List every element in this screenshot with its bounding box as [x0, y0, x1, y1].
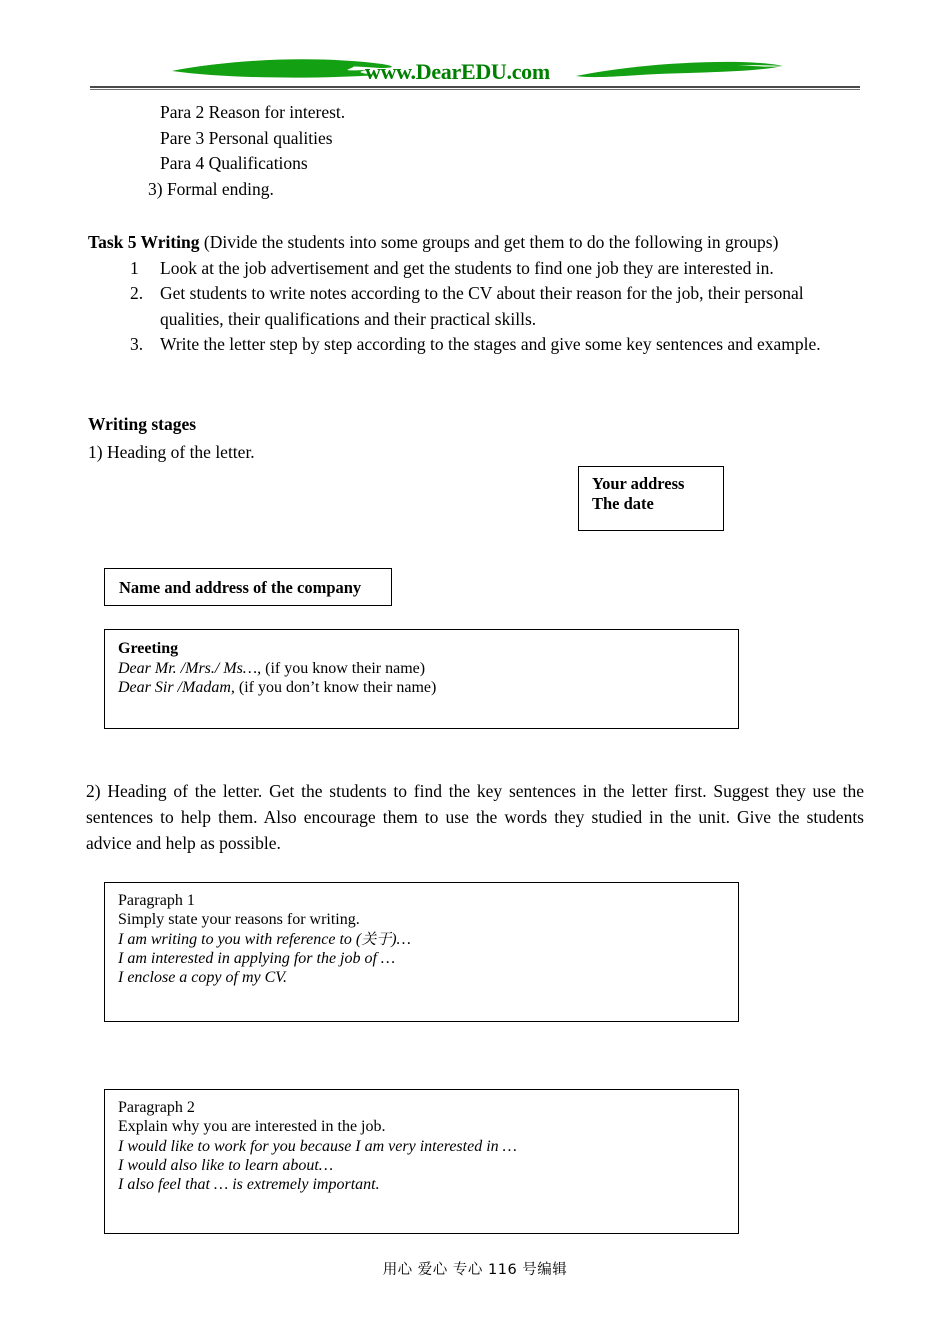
- company-address-box: [104, 568, 392, 606]
- paragraph-2-example-2: [118, 1156, 726, 1175]
- company-address-label: Name and address of the company: [119, 578, 362, 597]
- task5-list-item: [88, 332, 862, 358]
- outline-line: Para 4 Qualifications: [160, 153, 308, 173]
- task5-heading-bold: Task 5 Writing: [88, 232, 200, 252]
- page-header: [0, 0, 950, 92]
- task5-section: [88, 230, 862, 358]
- outline-line: Para 2 Reason for interest.: [160, 102, 346, 122]
- greeting-box: [104, 629, 739, 729]
- writing-stages-heading: Writing stages: [88, 414, 197, 434]
- writing-stage-1: 1) Heading of the letter.: [88, 442, 255, 462]
- greeting-option-1-note: (if you know their name): [261, 659, 426, 677]
- task5-item-marker: 3.: [130, 334, 144, 354]
- paragraph-2-example-1-text: I would like to work for you because I am very interested in …: [118, 1137, 517, 1155]
- outline-line: Pare 3 Personal qualities: [160, 127, 333, 148]
- greeting-option-1-italic: Dear Mr. /Mrs./ Ms…,: [118, 659, 262, 677]
- task5-item-marker: 2.: [130, 283, 144, 303]
- your-address-box: [578, 466, 724, 531]
- paragraph-1-example-1: [118, 930, 726, 949]
- paragraph-2-subtitle: Explain why you are interested in the job.: [118, 1118, 386, 1136]
- task5-list: [88, 256, 862, 358]
- task5-list-item: [88, 281, 862, 332]
- greeting-option-2-italic: Dear Sir /Madam,: [118, 679, 235, 696]
- outline-closing-line: 3) Formal ending.: [148, 178, 274, 199]
- page-footer: 用心 爱心 专心 116 号编辑: [382, 1262, 568, 1278]
- dearedu-banner: [170, 55, 785, 87]
- paragraph-1-example-1-post: )…: [391, 930, 411, 948]
- paragraph-2-title: Paragraph 2: [118, 1099, 195, 1116]
- paragraph-1-example-2: [118, 949, 726, 968]
- dearedu-logo-text: www.DearEDU.com: [365, 59, 550, 84]
- paragraph-2-example-1: [118, 1137, 726, 1156]
- writing-stage-2: 2) Heading of the letter. Get the students to find the key sentences in the letter first. Suggest they use the sentences to help them. Also encourage them to use the words they studied in the unit. Give the students advice and help as possible.: [86, 781, 864, 853]
- task5-item-text: Get students to write notes according to the CV about their reason for the job, their personal qualities, their qualifications and their practical skills.: [160, 283, 804, 329]
- greeting-title: [118, 639, 726, 659]
- paragraph-2-box: [104, 1089, 739, 1234]
- paragraph-1-title: Paragraph 1: [118, 892, 195, 909]
- paragraph-1-example-1-chinese: 关于: [361, 929, 392, 948]
- your-address-line: Your address: [592, 474, 685, 493]
- header-rule: [90, 86, 860, 88]
- paragraph-outline-list: [148, 100, 346, 202]
- greeting-option-2-note: (if you don’t know their name): [234, 679, 437, 696]
- header-rule-secondary: [90, 89, 860, 90]
- greeting-title-text: Greeting: [118, 640, 179, 657]
- greeting-option-2: [118, 678, 726, 698]
- task5-item-text: Write the letter step by step according to the stages and give some key sentences and example.: [160, 334, 821, 354]
- the-date-line: The date: [592, 494, 654, 513]
- task5-item-text: Look at the job advertisement and get the students to find one job they are interested in.: [160, 257, 774, 278]
- paragraph-1-example-1-pre: I am writing to you with reference to (: [118, 930, 362, 948]
- greeting-option-1: [118, 659, 726, 679]
- paragraph-2-example-2-text: I would also like to learn about…: [118, 1156, 334, 1174]
- paragraph-1-subtitle: Simply state your reasons for writing.: [118, 911, 360, 929]
- paragraph-2-example-3-text: I also feel that … is extremely important.: [118, 1176, 380, 1194]
- task5-heading-rest: (Divide the students into some groups and get them to do the following in groups): [199, 232, 779, 252]
- task5-heading: [88, 230, 862, 256]
- paragraph-1-example-2-text: I am interested in applying for the job of …: [118, 949, 396, 967]
- paragraph-1-example-3-text: I enclose a copy of my CV.: [118, 969, 287, 987]
- paragraph-1-box: [104, 882, 739, 1022]
- paragraph-1-example-3: [118, 968, 726, 987]
- task5-item-marker: 1: [130, 257, 139, 278]
- task5-list-item: [88, 256, 862, 282]
- paragraph-2-example-3: [118, 1175, 726, 1194]
